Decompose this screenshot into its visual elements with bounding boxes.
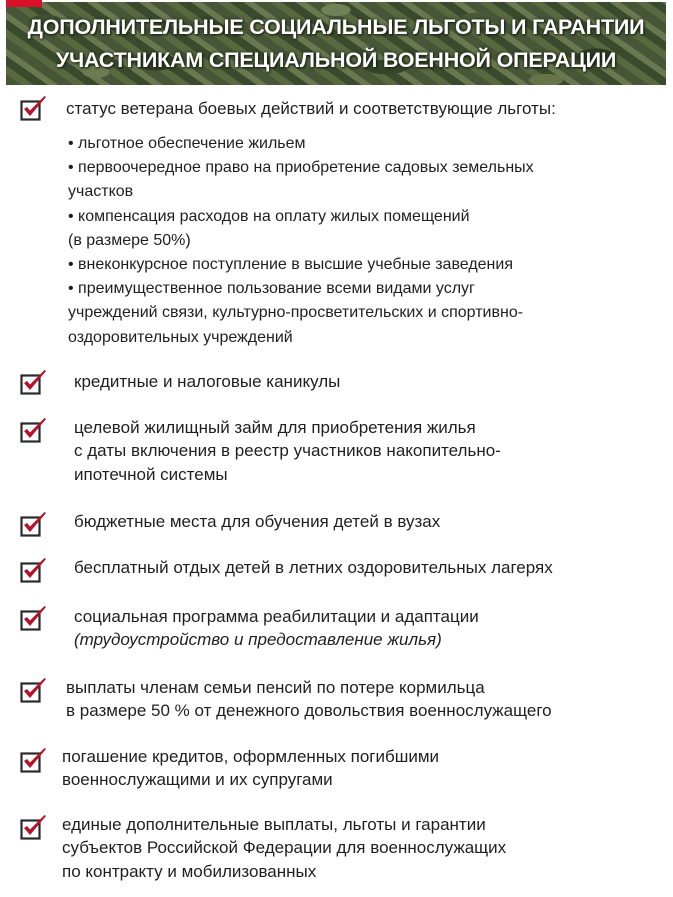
item-line: статус ветерана боевых действий и соответствующие льготы: (66, 99, 556, 118)
item-line: социальная программа реабилитации и адаптации (74, 607, 479, 626)
item-line-italic: (трудоустройство и предоставление жилья) (74, 630, 442, 650)
item-line: кредитные и налоговые каникулы (74, 372, 341, 391)
item-line: с даты включения в реестр участников накопительно- (74, 441, 501, 461)
item-text (66, 97, 556, 120)
item-line: целевой жилищный займ для приобретения жилья (74, 418, 476, 437)
item-line: бюджетные места для обучения детей в вузах (74, 512, 441, 531)
item-line: по контракту и мобилизованных (62, 861, 317, 881)
item-line: погашение кредитов, оформленных погибшими (62, 747, 440, 766)
item-text (62, 813, 506, 883)
sub-item-line: • внеконкурсное поступление в высшие учебные заведения (68, 256, 513, 274)
checkbox-icon (20, 678, 48, 704)
item-text (62, 745, 439, 792)
item-line: ипотечной системы (74, 464, 228, 484)
checkbox-icon (20, 748, 48, 774)
item-line: бесплатный отдых детей в летних оздоровительных лагерях (74, 558, 553, 577)
checkbox-icon (20, 815, 48, 841)
checkbox-icon (20, 558, 48, 584)
checkbox-icon (20, 370, 48, 396)
page-title (6, 2, 666, 85)
camouflage-header-banner (6, 2, 666, 85)
sub-item-line: участков (68, 183, 134, 201)
checkbox-icon (20, 96, 48, 122)
item-line: военнослужащими и их супругами (62, 770, 333, 790)
sub-item-line: оздоровительных учреждений (68, 328, 293, 346)
title-line-1: ДОПОЛНИТЕЛЬНЫЕ СОЦИАЛЬНЫЕ ЛЬГОТЫ И ГАРАНТИИ (27, 14, 645, 39)
item-text (74, 556, 553, 579)
item-text (74, 510, 440, 533)
sub-item-line: • преимущественное пользование всеми видами услуг (68, 280, 475, 298)
item-line: в размере 50 % от денежного довольствия военнослужащего (66, 701, 552, 721)
item-text (74, 370, 340, 393)
sub-list (68, 132, 534, 350)
item-text (74, 416, 501, 486)
item-text (66, 676, 552, 723)
sub-item-line: (в размере 50%) (68, 231, 191, 249)
sub-item-line: учреждений связи, культурно-просветительских и спортивно- (68, 304, 524, 322)
item-line: единые дополнительные выплаты, льготы и гарантии (62, 815, 486, 834)
sub-item-line: • первоочередное право на приобретение садовых земельных (68, 159, 534, 177)
title-line-2: УЧАСТНИКАМ СПЕЦИАЛЬНОЙ ВОЕННОЙ ОПЕРАЦИИ (55, 47, 617, 72)
red-accent-bar (6, 0, 42, 7)
item-line: выплаты членам семьи пенсий по потере кормильца (66, 678, 485, 697)
checkbox-icon (20, 512, 48, 538)
checkbox-icon (20, 418, 48, 444)
item-line: субъектов Российской Федерации для военнослужащих (62, 838, 507, 858)
item-text (74, 605, 479, 652)
sub-item-line: • компенсация расходов на оплату жилых помещений (68, 207, 470, 225)
checkbox-icon (20, 606, 48, 632)
sub-item-line: • льготное обеспечение жильем (68, 135, 306, 152)
